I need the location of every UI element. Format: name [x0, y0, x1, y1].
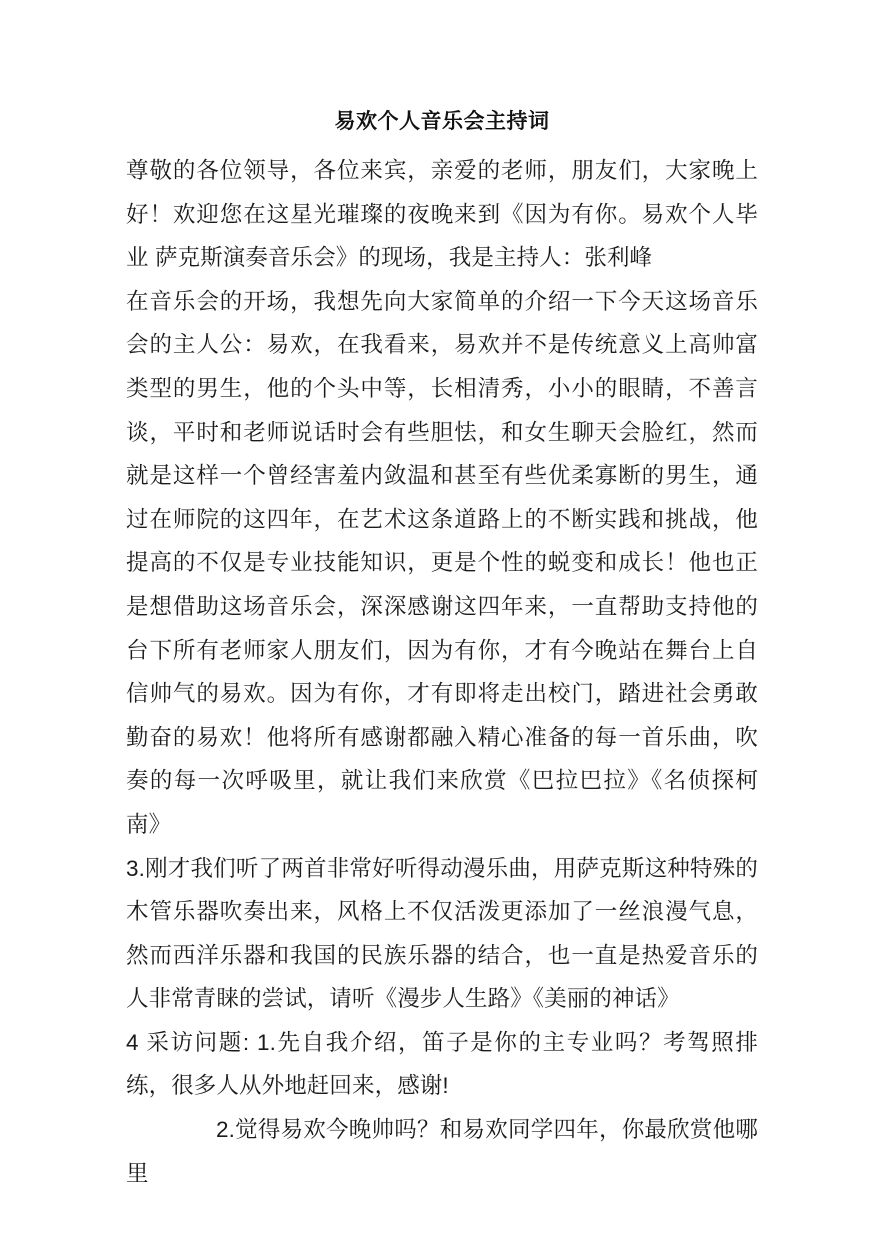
paragraph-opening-greeting: 尊敬的各位领导，各位来宾，亲爱的老师，朋友们，大家晚上好！欢迎您在这星光璀璨的夜晚来到《因为有你。易欢个人毕业 萨克斯演奏音乐会》的现场，我是主持人：张利峰 — [126, 158, 758, 271]
page-title: 易欢个人音乐会主持词 — [334, 110, 550, 133]
paragraph-introduce-protagonist: 在音乐会的开场，我想先向大家简单的介绍一下今天这场音乐会的主人公：易欢，在我看来，易欢并不是传统意义上高帅富类型的男生，他的个头中等，长相清秀，小小的眼睛，不善言谈，平时和老师说话时会有些胆怯，和女生聊天会脸红，然而就是这样一个曾经害羞内敛温和甚至有些优柔寡断的男生，通过在师院的这四年，在艺术这条道路上的不断实践和挑战，他提高的不仅是专业技能知识，更是个性的蜕变和成长！他也正是想借助这场音乐会，深深感谢这四年来，一直帮助支持他的台下所有老师家人朋友们，因为有你，才有今晚站在舞台上自信帅气的易欢。因为有你，才有即将走出校门，踏进社会勇敢勤奋的易欢！他将所有感谢都融入精心准备的每一首乐曲，吹奏的每一次呼吸里，就让我们来欣赏《巴拉巴拉》《名侦探柯南》 — [126, 288, 758, 837]
paragraph-interview-question-2: 2.觉得易欢今晚帅吗？和易欢同学四年，你最欣赏他哪里 — [126, 1117, 758, 1186]
document-body — [126, 105, 758, 1195]
paragraph-saxophone-commentary: 3.刚才我们听了两首非常好听得动漫乐曲，用萨克斯这种特殊的木管乐器吹奏出来，风格上不仅活泼更添加了一丝浪漫气息，然而西洋乐器和我国的民族乐器的结合，也一直是热爱音乐的人非常青睐的尝试，请听《漫步人生路》《美丽的神话》 — [126, 855, 758, 1012]
paragraph-interview-question-1: 4 采访问题: 1.先自我介绍，笛子是你的主专业吗？考驾照排练，很多人从外地赶回来，感谢! — [126, 1029, 758, 1099]
